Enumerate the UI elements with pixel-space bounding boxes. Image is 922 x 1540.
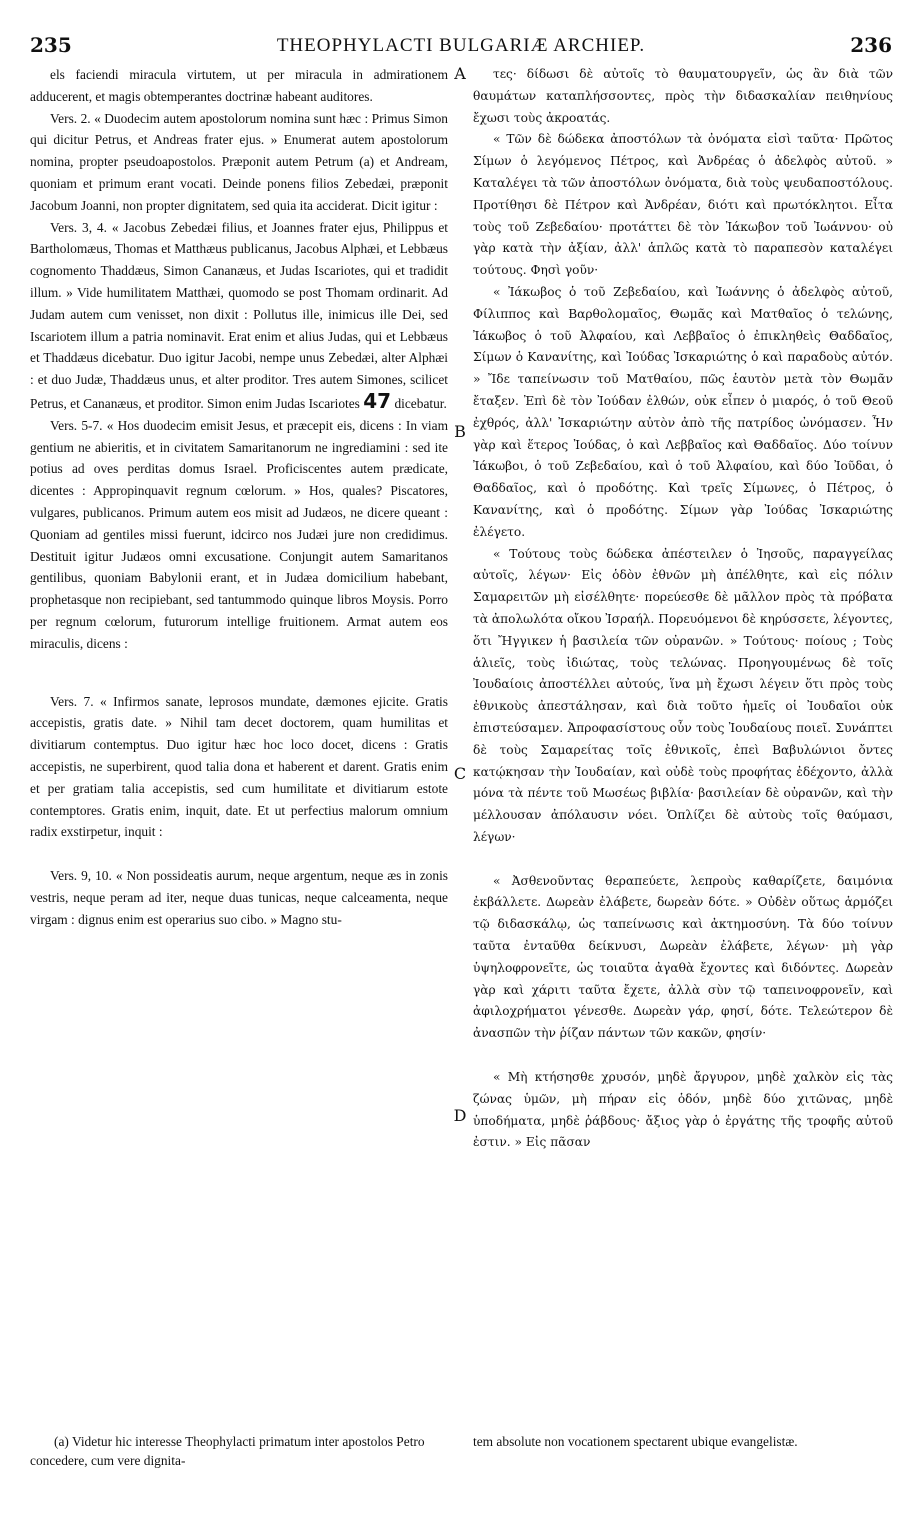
margin-letter-d: D	[453, 1106, 467, 1125]
section-gap	[473, 849, 893, 871]
latin-paragraph: Vers. 7. « Infirmos sanate, leprosos mundate, dæmones ejicite. Gratis accepistis, gratis date. » Nihil tam decet doctorem, quam humilitas et divitiarum contemptus. Duo igitur hæc hoc loco docet, dicens : Gratis accepistis, ne superbirent, quod talia dona et haberent et darent. Gratis enim et per gratiam talia accepistis, sed cum humilitate et divitiarum estote contemptores. Gratis enim, inquit, date. Et ut perfectius malorum omnium radix exstirpetur, inquit :	[30, 693, 448, 840]
greek-paragraph: « Ἰάκωβος ὁ τοῦ Ζεβεδαίου, καὶ Ἰωάννης ὁ ἀδελφὸς αὐτοῦ, Φίλιππος καὶ Βαρθολομαῖος, Θωμᾶς καὶ Ματθαῖος ὁ τελώνης, Ἰάκωβος ὁ τοῦ Ἀλφαίου, καὶ Λεββαῖος ὁ ἐπικληθεὶς Θαδδαῖος, Σίμων ὁ Κανανίτης, καὶ Ἰούδας Ἰσκαριώτης ὁ καὶ παραδοὺς αὐτόν. » Ἴδε ταπείνωσιν τοῦ Ματθαίου, πῶς ἑαυτὸν μετὰ τὸν Θωμᾶν ἔταξεν. Ἐπὶ δὲ τὸν Ἰούδαν ἐλθών, οὐκ εἶπεν ὁ μιαρός, ὁ τοῦ Θεοῦ ἐχθρός, ἀλλ' Ἰσκαριώτην αὐτὸν ἀπὸ τῆς πατρίδος ὠνόμασεν. Ἦν γὰρ καὶ ἕτερος Ἰούδας, ὁ καὶ Λεββαῖος καὶ Θαδδαῖος. Δύο τοίνυν Ἰάκωβοι, ὁ τοῦ Ζεβεδαίου, καὶ ὁ τοῦ Ἀλφαίου, καὶ δύο Ἰοῦδαι, ὁ Θαδδαῖος, καὶ ὁ προδότης. Καὶ τρεῖς Σίμωνες, ὁ Πέτρος, ὁ Κανανίτης, καὶ ὁ προδότης. Σίμων γὰρ Ἰούδας Ἰσκαριώτης ἐλέγετο.	[473, 284, 893, 539]
section-gap	[473, 1045, 893, 1067]
greek-paragraph: « Τῶν δὲ δώδεκα ἀποστόλων τὰ ὀνόματα εἰσὶ ταῦτα· Πρῶτος Σίμων ὁ λεγόμενος Πέτρος, καὶ Ἀνδρέας ὁ ἀδελφὸς αὐτοῦ. » Καταλέγει τὰ τῶν ἀποστόλων ὀνόματα, διὰ τοὺς ψευδαποστόλους. Προτίθησι δὲ Πέτρον καὶ Ἀνδρέαν, διότι καὶ πρωτόκλητοι. Εἶτα τοὺς τοῦ Ζεβεδαίου· προτάττει δὲ τὸν Ἰάκωβον τοῦ Ἰωάννου· οὐ γὰρ κατὰ τὴν ἀξίαν, ἀλλ' ἁπλῶς κατὰ τὸ παραπεσὸν καταλέγει τούτους. Φησὶ γοῦν·	[473, 132, 893, 278]
margin-letter-a: A	[454, 64, 466, 83]
latin-paragraph	[30, 217, 448, 415]
latin-paragraph: els faciendi miracula virtutem, ut per miracula in admirationem adducerent, et magis obtemperantes doctrinæ habeant auditores.	[30, 67, 448, 104]
column-number: 47	[363, 388, 392, 413]
footnote-right: tem absolute non vocationem spectarent ubique evangelistæ.	[473, 1434, 798, 1449]
greek-paragraph: « Μὴ κτήσησθε χρυσόν, μηδὲ ἄργυρον, μηδὲ χαλκὸν εἰς τὰς ζώνας ὑμῶν, μὴ πήραν εἰς ὁδόν, μηδὲ δύο χιτῶνας, μηδὲ ὑποδήματα, μηδὲ ῥάβδους· ἄξιος γὰρ ὁ ἐργάτης τῆς τροφῆς αὐτοῦ ἐστιν. » Εἰς πᾶσαν	[473, 1070, 893, 1150]
page-number-right: 236	[850, 33, 892, 57]
greek-paragraph: « Ἀσθενοῦντας θεραπεύετε, λεπροὺς καθαρίζετε, δαιμόνια ἐκβάλλετε. Δωρεὰν ἐλάβετε, δωρεὰν δότε. » Οὐδὲν οὕτως ἁρμόζει τῷ διδασκάλῳ, ὡς ταπείνωσις καὶ ἀκτημοσύνη. Τὰ δύο τοίνυν ταῦτα ἐνταῦθα δείκνυσι, Δωρεὰν ἐλάβετε, λέγων· μὴ γὰρ ὑψηλοφρονεῖτε, ὡς τοιαῦτα ἀγαθὰ ἔχοντες καὶ διδόντες. Δωρεὰν γὰρ καὶ χάριτι ταῦτα ἔχετε, ἀλλὰ σὺν τῷ ταπεινοφρονεῖν, καὶ ἀφιλοχρήματοι γένεσθε. Δωρεὰν γάρ, φησί, δότε. Τελεώτερον δὲ ἀνασπῶν τὴν ῥίζαν πάντων τῶν κακῶν, φησίν·	[473, 873, 893, 1041]
margin-letter-b: B	[454, 422, 466, 441]
latin-paragraph-text: Vers. 3, 4. « Jacobus Zebedæi filius, et Joannes frater ejus, Philippus et Bartholomæus, Thomas et Matthæus publicanus, Jacobus Alphæi, et Lebbæus cognomento Thaddæus, Simon Cananæus, et Judas Iscariotes, qui et tradidit illum. » Vide humilitatem Matthæi, quomodo se post Thomam ordinarit. Ad Judam autem cum venisset, non dixit : Pollutus ille, inimicus ille Dei, sed Iscariotem illum a patria nominavit. Erat enim et alius Judas, qui et Lebbæus et Thaddæus dicebatur. Duo igitur Jacobi, nempe unus Zebedæi, alter Alphæi : et duo Judæ, Thaddæus unus, et alter proditor. Tres autem Simones, scilicet Petrus, et Cananæus, et proditor. Simon enim Judas Iscariotes	[30, 219, 448, 411]
latin-paragraph: Vers. 9, 10. « Non possideatis aurum, neque argentum, neque æs in zonis vestris, neque peram ad iter, neque duas tunicas, neque calceamenta, neque virgam : dignus enim est operarius suo cibo. » Magno stu-	[30, 868, 448, 927]
section-gap	[30, 843, 448, 865]
page-header	[30, 33, 892, 57]
footnote-left: (a) Videtur hic interesse Theophylacti primatum inter apostolos Petro concedere, cum vere dignita-	[30, 1434, 425, 1468]
greek-column	[473, 64, 893, 1154]
latin-paragraph: Vers. 2. « Duodecim autem apostolorum nomina sunt hæc : Primus Simon qui dicitur Petrus, et Andreas frater ejus. » Enumerat autem apostolorum nomina, propter pseudoapostolos. Præponit autem Petrum (a) et Andream, quoniam et primum erant vocati. Deinde ponens filios Zebedæi, præponit Jacobum Joanni, non propter dignitatem, sed quia ita acciderat. Dicit igitur :	[30, 110, 448, 213]
latin-paragraph-text: dicebatur.	[394, 395, 447, 411]
section-gap	[30, 655, 448, 691]
greek-paragraph: τες· δίδωσι δὲ αὐτοῖς τὸ θαυματουργεῖν, ὡς ἂν διὰ τῶν θαυμάτων καταπλήσσοντες, πρὸς τὴν διδασκαλίαν πειθηνίους ἔχωσι τοὺς ἀκροατάς.	[473, 67, 893, 125]
latin-column	[30, 64, 448, 930]
margin-letter-c: C	[453, 764, 467, 783]
running-title: THEOPHYLACTI BULGARIÆ ARCHIEP.	[276, 35, 646, 56]
latin-paragraph: Vers. 5-7. « Hos duodecim emisit Jesus, et præcepit eis, dicens : In viam gentium ne abieritis, et in civitatem Samaritanorum ne ingrediamini : sed ite potius ad oves perditas domus Israel. Proficiscentes autem prædicate, dicentes : Appropinquavit regnum cœlorum. » Hos, quales? Piscatores, vulgares, publicanos. Primum autem eos misit ad Judæos, ne dicere queant : Quoniam ad gentiles missi fuerunt, idcirco nos Judæi jure non credidimus. Destituit igitur Judæos omni excusatione. Conjungit autem Samaritanos gentilibus, quoniam Babylonii erant, et in Judæa domicilium habebant, prophetasque non recipiebant, sed tantummodo quinque libros Moysis. Porro per regnum cœlorum, futurorum intellige fruitionem. Armat autem eos miraculis, dicens :	[30, 417, 448, 651]
greek-paragraph: « Τούτους τοὺς δώδεκα ἀπέστειλεν ὁ Ἰησοῦς, παραγγείλας αὐτοῖς, λέγων· Εἰς ὁδὸν ἐθνῶν μὴ ἀπέλθητε, καὶ εἰς πόλιν Σαμαρειτῶν μὴ εἰσέλθητε· πορεύεσθε δὲ μᾶλλον πρὸς τὰ πρόβατα τὰ ἀπολωλότα οἴκου Ἰσραήλ. Πορευόμενοι δὲ κηρύσσετε, λέγοντες, ὅτι Ἤγγικεν ἡ βασιλεία τῶν οὐρανῶν. » Τούτους· ποίους ; Τοὺς ἁλιεῖς, τοὺς ἰδιώτας, τοὺς τελώνας. Προηγουμένως δὲ τοῖς Ἰουδαίοις ἀποστέλλει αὐτούς, ἵνα μὴ ἔχωσι λέγειν ὅτι πρὸς τοὺς ἐθνικοὺς ἀπεστάλησαν, καὶ διὰ τοῦτο ἡμεῖς οἱ Ἰουδαῖοι οὐκ ἐπιστεύσαμεν. Ἀπροφασίστους οὖν τοὺς Ἰουδαίους ποιεῖ. Συνάπτει δὲ τοὺς Σαμαρείτας τοῖς ἐθνικοῖς, ἐπεὶ Βαβυλώνιοι ὄντες κατῴκησαν τὴν Ἰουδαίαν, καὶ οὐδὲ τοὺς προφήτας ἐδέχοντο, ἀλλὰ μόνα τὰ πέντε τοῦ Μωσέως βιβλία· βασιλείαν δὲ οὐρανῶν, καὶ τὴν μέλλουσαν ἀπόλαυσιν νόει. Ὁπλίζει δὲ αὐτοὺς τοῖς θαύμασι, λέγων·	[473, 546, 893, 844]
page-number-left: 235	[30, 33, 72, 57]
